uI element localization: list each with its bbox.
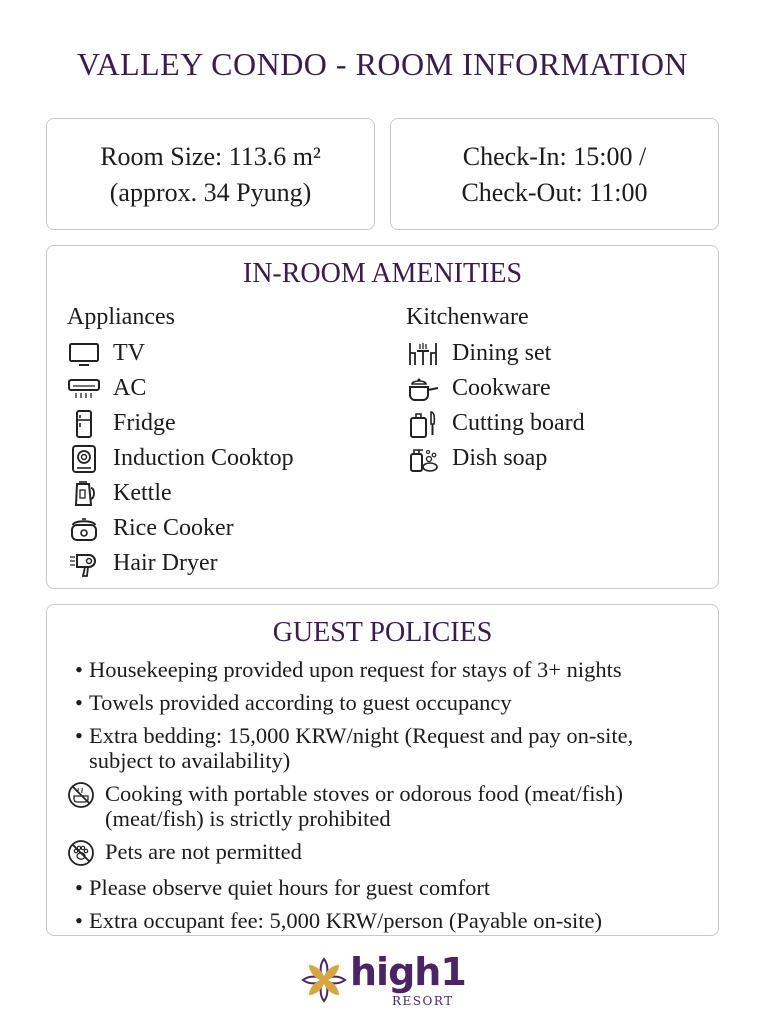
list-item bbox=[67, 371, 387, 406]
list-item bbox=[67, 908, 717, 933]
appliances-label: Appliances bbox=[67, 304, 175, 330]
policies-list bbox=[67, 657, 717, 941]
list-item bbox=[406, 441, 706, 476]
policy-text: Extra occupant fee: 5,000 KRW/person (Payable on-site) bbox=[89, 908, 602, 933]
policy-text: Cooking with portable stoves or odorous food (meat/fish) (meat/fish) is strictly prohibited bbox=[105, 781, 624, 831]
list-item bbox=[406, 406, 706, 441]
room-size-text: Room Size: 113.6 m² bbox=[100, 142, 321, 171]
bullet: • bbox=[75, 875, 83, 900]
kettle-icon bbox=[67, 480, 101, 508]
room-size-card bbox=[46, 118, 375, 230]
list-item bbox=[67, 441, 387, 476]
list-item bbox=[67, 657, 717, 682]
check-in-text: Check-In: 15:00 / bbox=[462, 142, 647, 171]
list-item bbox=[67, 723, 717, 773]
amenity-label: Kettle bbox=[113, 480, 172, 506]
list-item bbox=[67, 336, 387, 371]
bullet: • bbox=[75, 690, 83, 715]
amenity-label: AC bbox=[113, 375, 147, 401]
amenity-label: Hair Dryer bbox=[113, 550, 218, 576]
policy-text: Housekeeping provided upon request for stays of 3+ nights bbox=[89, 657, 622, 682]
policy-text: Pets are not permitted bbox=[105, 839, 302, 864]
cooktop-icon bbox=[67, 445, 101, 473]
policies-card bbox=[46, 604, 719, 936]
no-cooking-icon bbox=[67, 781, 105, 809]
dish-soap-icon bbox=[406, 445, 440, 473]
appliances-column bbox=[67, 302, 387, 581]
list-item bbox=[406, 371, 706, 406]
amenity-label: Induction Cooktop bbox=[113, 445, 294, 471]
flower-logo-icon bbox=[300, 956, 348, 1004]
kitchenware-label: Kitchenware bbox=[406, 304, 529, 330]
amenities-card bbox=[46, 245, 719, 589]
bullet: • bbox=[75, 908, 83, 933]
list-item bbox=[67, 839, 717, 867]
amenity-label: Rice Cooker bbox=[113, 515, 234, 541]
policy-text: Towels provided according to guest occupancy bbox=[89, 690, 512, 715]
policy-text: Please observe quiet hours for guest comfort bbox=[89, 875, 491, 900]
logo-name: high1 bbox=[350, 950, 466, 994]
tv-icon bbox=[67, 340, 101, 368]
bullet: • bbox=[75, 723, 83, 748]
list-item bbox=[406, 336, 706, 371]
cutting-board-icon bbox=[406, 410, 440, 438]
hair-dryer-icon bbox=[67, 550, 101, 578]
list-item bbox=[67, 511, 387, 546]
page-title: VALLEY CONDO - ROOM INFORMATION bbox=[76, 46, 689, 82]
amenity-label: TV bbox=[113, 340, 145, 366]
resort-logo bbox=[0, 952, 765, 1012]
kitchenware-column bbox=[406, 302, 706, 476]
air-conditioner-icon bbox=[67, 375, 101, 403]
amenities-heading: IN-ROOM AMENITIES bbox=[242, 258, 523, 289]
list-item bbox=[67, 690, 717, 715]
logo-subtitle: RESORT bbox=[392, 994, 454, 1008]
list-item bbox=[67, 875, 717, 900]
rice-cooker-icon bbox=[67, 515, 101, 543]
room-size-approx-text: (approx. 34 Pyung) bbox=[109, 178, 312, 207]
amenity-label: Fridge bbox=[113, 410, 176, 436]
check-out-text: Check-Out: 11:00 bbox=[461, 178, 648, 207]
policy-text: Extra bedding: 15,000 KRW/night (Request and pay on-site, subject to availability) bbox=[89, 723, 634, 773]
amenity-label: Dining set bbox=[452, 340, 552, 366]
list-item bbox=[67, 781, 717, 831]
bullet: • bbox=[75, 657, 83, 682]
check-times-card bbox=[390, 118, 719, 230]
list-item bbox=[67, 406, 387, 441]
policies-heading: GUEST POLICIES bbox=[272, 617, 493, 648]
amenity-label: Cookware bbox=[452, 375, 551, 401]
dining-set-icon bbox=[406, 340, 440, 368]
list-item bbox=[67, 476, 387, 511]
no-pets-icon bbox=[67, 839, 105, 867]
list-item bbox=[67, 546, 387, 581]
cookware-icon bbox=[406, 375, 440, 403]
amenity-label: Cutting board bbox=[452, 410, 585, 436]
fridge-icon bbox=[67, 410, 101, 438]
amenity-label: Dish soap bbox=[452, 445, 548, 471]
